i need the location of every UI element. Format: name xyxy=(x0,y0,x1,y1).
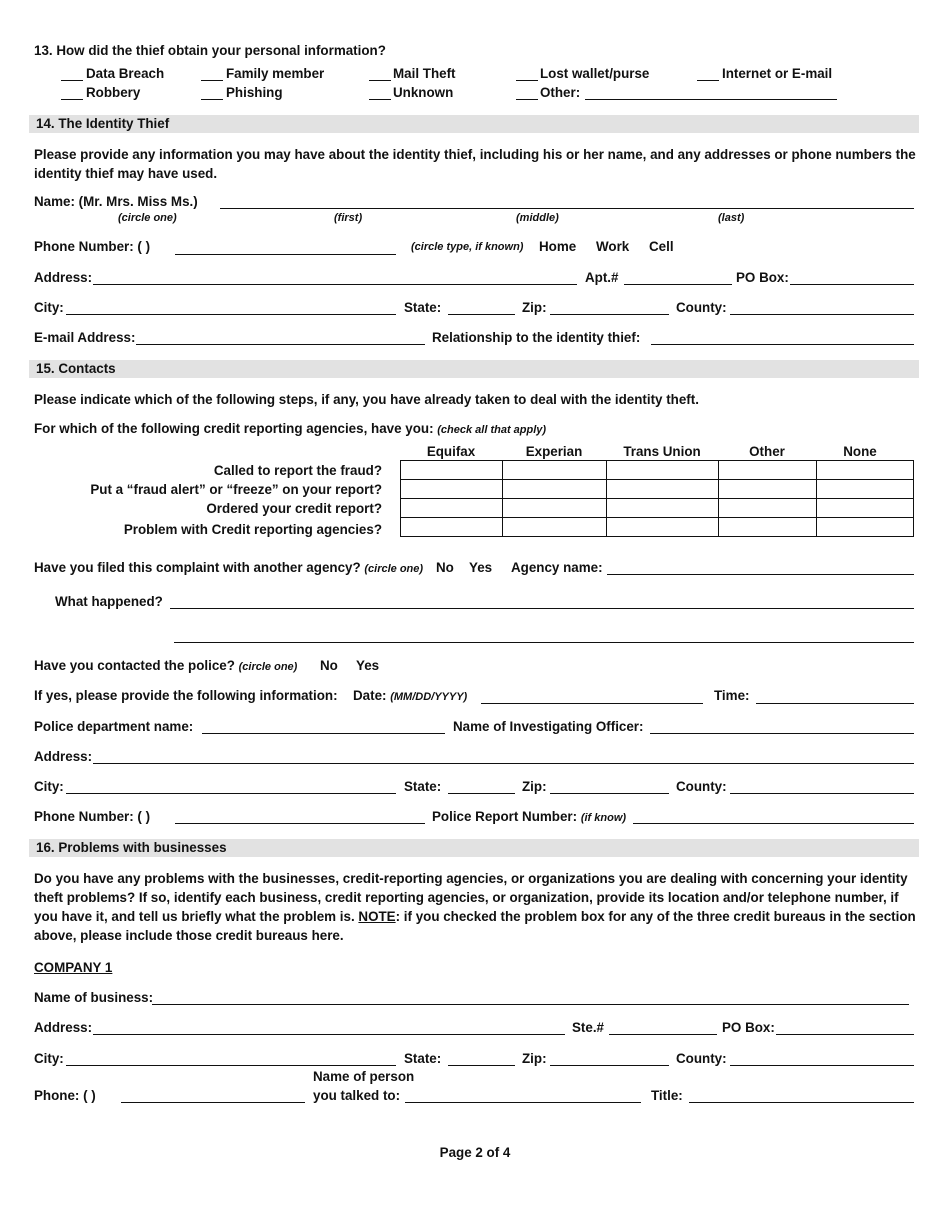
business-zip-field[interactable] xyxy=(550,1065,669,1066)
filed-circle-hint: (circle one) xyxy=(364,563,424,575)
check-all-hint: (check all that apply) xyxy=(437,424,547,436)
cra-question xyxy=(34,421,546,436)
thief-name-field[interactable] xyxy=(220,208,914,209)
report-number-text: Police Report Number: xyxy=(432,809,578,824)
person-field[interactable] xyxy=(405,1102,641,1103)
thief-pobox-field[interactable] xyxy=(790,284,914,285)
section-15-title: 15. Contacts xyxy=(36,361,116,376)
cell-ordered-transunion[interactable] xyxy=(607,499,719,518)
police-dept-label: Police department name: xyxy=(34,719,194,734)
police-zip-field[interactable] xyxy=(550,793,669,794)
cell-called-other[interactable] xyxy=(719,461,817,480)
thief-county-field[interactable] xyxy=(730,314,914,315)
cell-called-none[interactable] xyxy=(817,461,914,480)
row-ordered-report: Ordered your credit report? xyxy=(206,501,382,516)
filed-yes[interactable]: Yes xyxy=(469,560,493,575)
phone-type-cell[interactable]: Cell xyxy=(649,239,674,254)
row-problem-cra: Problem with Credit reporting agencies? xyxy=(123,522,382,537)
s16-intro-a: Do you have any problems with the businesses, credit-reporting agencies, or organizations you are dealing with concerning your identity theft problems? If so, identify each business, credit reporting agencies, or organization, provide its location and/or telephone number, if you have it, and tell us briefly what the problem is. xyxy=(34,871,908,924)
police-address-label: Address: xyxy=(34,749,93,764)
what-happened-label: What happened? xyxy=(55,594,163,609)
section-15-header xyxy=(29,360,919,378)
q13-checkline-data-breach[interactable] xyxy=(61,80,83,81)
s16-intro-b: : if you checked the problem box for any of the three credit bureaus in the section above, please include those credit bureaus here. xyxy=(34,909,916,943)
q13-option-mail-theft: Mail Theft xyxy=(393,66,456,81)
report-number-label xyxy=(432,809,626,824)
thief-city-label: City: xyxy=(34,300,64,315)
row-fraud-alert: Put a “fraud alert” or “freeze” on your report? xyxy=(90,482,382,497)
report-number-field[interactable] xyxy=(633,823,914,824)
q13-checkline-robbery[interactable] xyxy=(61,99,83,100)
relationship-label: Relationship to the identity thief: xyxy=(432,330,641,345)
thief-zip-field[interactable] xyxy=(550,314,669,315)
if-yes-label: If yes, please provide the following information: xyxy=(34,688,338,703)
business-address-label: Address: xyxy=(34,1020,93,1035)
col-none: None xyxy=(843,444,877,459)
cell-problem-transunion[interactable] xyxy=(607,518,719,537)
police-time-field[interactable] xyxy=(756,703,914,704)
business-state-field[interactable] xyxy=(448,1065,515,1066)
thief-phone-field[interactable] xyxy=(175,254,396,255)
thief-state-field[interactable] xyxy=(448,314,515,315)
business-title-field[interactable] xyxy=(689,1102,914,1103)
business-phone-label: Phone: ( ) xyxy=(34,1088,96,1103)
cra-table xyxy=(400,460,914,537)
col-trans-union: Trans Union xyxy=(623,444,701,459)
col-experian: Experian xyxy=(525,444,583,459)
q13-title: 13. How did the thief obtain your personal information? xyxy=(34,43,386,58)
phone-type-home[interactable]: Home xyxy=(539,239,577,254)
cell-called-experian[interactable] xyxy=(503,461,607,480)
cra-row xyxy=(401,480,914,499)
cell-alert-transunion[interactable] xyxy=(607,480,719,499)
police-county-label: County: xyxy=(676,779,727,794)
officer-label: Name of Investigating Officer: xyxy=(453,719,644,734)
police-phone-field[interactable] xyxy=(175,823,425,824)
cell-ordered-other[interactable] xyxy=(719,499,817,518)
cra-row xyxy=(401,499,914,518)
cra-row xyxy=(401,461,914,480)
police-no[interactable]: No xyxy=(320,658,338,673)
business-zip-label: Zip: xyxy=(522,1051,547,1066)
s16-intro xyxy=(34,869,916,945)
police-state-field[interactable] xyxy=(448,793,515,794)
business-city-field[interactable] xyxy=(66,1065,396,1066)
q13-option-family-member: Family member xyxy=(226,66,325,81)
police-phone-label: Phone Number: ( ) xyxy=(34,809,151,824)
cell-called-equifax[interactable] xyxy=(401,461,503,480)
person-label-line1: Name of person xyxy=(313,1069,415,1084)
business-city-label: City: xyxy=(34,1051,64,1066)
business-county-label: County: xyxy=(676,1051,727,1066)
section-16-title: 16. Problems with businesses xyxy=(36,840,227,855)
business-title-label: Title: xyxy=(651,1088,683,1103)
section-14-header xyxy=(29,115,919,133)
police-time-label: Time: xyxy=(714,688,750,703)
q13-option-robbery: Robbery xyxy=(86,85,141,100)
police-question xyxy=(34,658,297,673)
q13-option-unknown: Unknown xyxy=(393,85,454,100)
police-date-field[interactable] xyxy=(481,703,703,704)
q13-option-other: Other: xyxy=(540,85,581,100)
business-address-field[interactable] xyxy=(93,1034,565,1035)
last-name-hint: (last) xyxy=(718,212,745,224)
col-other: Other xyxy=(749,444,785,459)
date-format-hint: (MM/DD/YYYY) xyxy=(390,691,468,703)
cell-problem-experian[interactable] xyxy=(503,518,607,537)
police-zip-label: Zip: xyxy=(522,779,547,794)
cell-called-transunion[interactable] xyxy=(607,461,719,480)
police-yes[interactable]: Yes xyxy=(356,658,380,673)
company-heading: COMPANY 1 xyxy=(34,960,113,975)
q13-checkline-other[interactable] xyxy=(516,99,538,100)
cell-alert-equifax[interactable] xyxy=(401,480,503,499)
middle-name-hint: (middle) xyxy=(516,212,559,224)
police-county-field[interactable] xyxy=(730,793,914,794)
officer-field[interactable] xyxy=(650,733,914,734)
thief-email-field[interactable] xyxy=(136,344,425,345)
s15-intro: Please indicate which of the following steps, if any, you have already taken to deal with the identity theft. xyxy=(34,392,699,407)
thief-apt-label: Apt.# xyxy=(585,270,619,285)
cell-problem-other[interactable] xyxy=(719,518,817,537)
s14-intro: Please provide any information you may have about the identity thief, including his or her name, and any addresses or phone numbers the identity thief may have used. xyxy=(34,147,916,181)
q13-checkline-phishing[interactable] xyxy=(201,99,223,100)
q13-checkline-lost-wallet[interactable] xyxy=(516,80,538,81)
thief-address-field[interactable] xyxy=(93,284,577,285)
cell-ordered-none[interactable] xyxy=(817,499,914,518)
thief-county-label: County: xyxy=(676,300,727,315)
police-dept-field[interactable] xyxy=(202,733,445,734)
business-name-label: Name of business: xyxy=(34,990,154,1005)
section-16-header xyxy=(29,839,919,857)
business-county-field[interactable] xyxy=(730,1065,914,1066)
thief-apt-field[interactable] xyxy=(624,284,732,285)
agency-name-label: Agency name: xyxy=(511,560,603,575)
cra-question-text: For which of the following credit reporting agencies, have you: xyxy=(34,421,434,436)
circle-one-hint: (circle one) xyxy=(118,212,177,224)
thief-email-label: E-mail Address: xyxy=(34,330,136,345)
if-know-hint: (if know) xyxy=(580,812,627,824)
q13-option-data-breach: Data Breach xyxy=(86,66,165,81)
what-happened-field-1[interactable] xyxy=(170,608,914,609)
col-equifax: Equifax xyxy=(426,444,476,459)
business-phone-field[interactable] xyxy=(121,1102,305,1103)
thief-name-label: Name: (Mr. Mrs. Miss Ms.) xyxy=(34,194,198,209)
q13-checkline-mail-theft[interactable] xyxy=(369,80,391,81)
police-date-label xyxy=(353,688,467,703)
q13-option-internet: Internet or E-mail xyxy=(722,66,833,81)
business-state-label: State: xyxy=(404,1051,442,1066)
cell-ordered-experian[interactable] xyxy=(503,499,607,518)
thief-phone-label: Phone Number: ( ) xyxy=(34,239,151,254)
thief-zip-label: Zip: xyxy=(522,300,547,315)
thief-state-label: State: xyxy=(404,300,442,315)
cell-ordered-equifax[interactable] xyxy=(401,499,503,518)
cell-alert-experian[interactable] xyxy=(503,480,607,499)
cell-alert-other[interactable] xyxy=(719,480,817,499)
filed-question xyxy=(34,560,423,575)
business-name-field[interactable] xyxy=(152,1004,909,1005)
q13-other-field[interactable] xyxy=(585,99,837,100)
relationship-field[interactable] xyxy=(651,344,914,345)
q13-option-lost-wallet: Lost wallet/purse xyxy=(540,66,650,81)
cell-problem-none[interactable] xyxy=(817,518,914,537)
q13-checkline-unknown[interactable] xyxy=(369,99,391,100)
thief-city-field[interactable] xyxy=(66,314,396,315)
person-label-line2: you talked to: xyxy=(313,1088,401,1103)
police-question-text: Have you contacted the police? xyxy=(34,658,235,673)
phone-type-work[interactable]: Work xyxy=(596,239,630,254)
police-state-label: State: xyxy=(404,779,442,794)
police-city-field[interactable] xyxy=(66,793,396,794)
business-pobox-field[interactable] xyxy=(776,1034,914,1035)
q13-checkline-internet[interactable] xyxy=(697,80,719,81)
what-happened-field-2[interactable] xyxy=(174,642,914,643)
police-address-field[interactable] xyxy=(93,763,914,764)
cell-alert-none[interactable] xyxy=(817,480,914,499)
filed-question-text: Have you filed this complaint with another agency? xyxy=(34,560,361,575)
filed-no[interactable]: No xyxy=(436,560,454,575)
business-ste-field[interactable] xyxy=(609,1034,717,1035)
note-label: NOTE xyxy=(358,909,396,924)
section-14-title: 14. The Identity Thief xyxy=(36,116,170,131)
thief-pobox-label: PO Box: xyxy=(736,270,789,285)
row-called-report: Called to report the fraud? xyxy=(213,463,382,478)
business-ste-label: Ste.# xyxy=(572,1020,605,1035)
date-label-text: Date: xyxy=(353,688,387,703)
page-number: Page 2 of 4 xyxy=(439,1145,511,1160)
first-name-hint: (first) xyxy=(334,212,363,224)
q13-option-phishing: Phishing xyxy=(226,85,283,100)
business-pobox-label: PO Box: xyxy=(722,1020,775,1035)
circle-type-hint: (circle type, if known) xyxy=(411,241,524,253)
cell-problem-equifax[interactable] xyxy=(401,518,503,537)
police-city-label: City: xyxy=(34,779,64,794)
cra-row xyxy=(401,518,914,537)
police-circle-hint: (circle one) xyxy=(238,661,298,673)
agency-name-field[interactable] xyxy=(607,574,914,575)
q13-checkline-family-member[interactable] xyxy=(201,80,223,81)
thief-address-label: Address: xyxy=(34,270,93,285)
